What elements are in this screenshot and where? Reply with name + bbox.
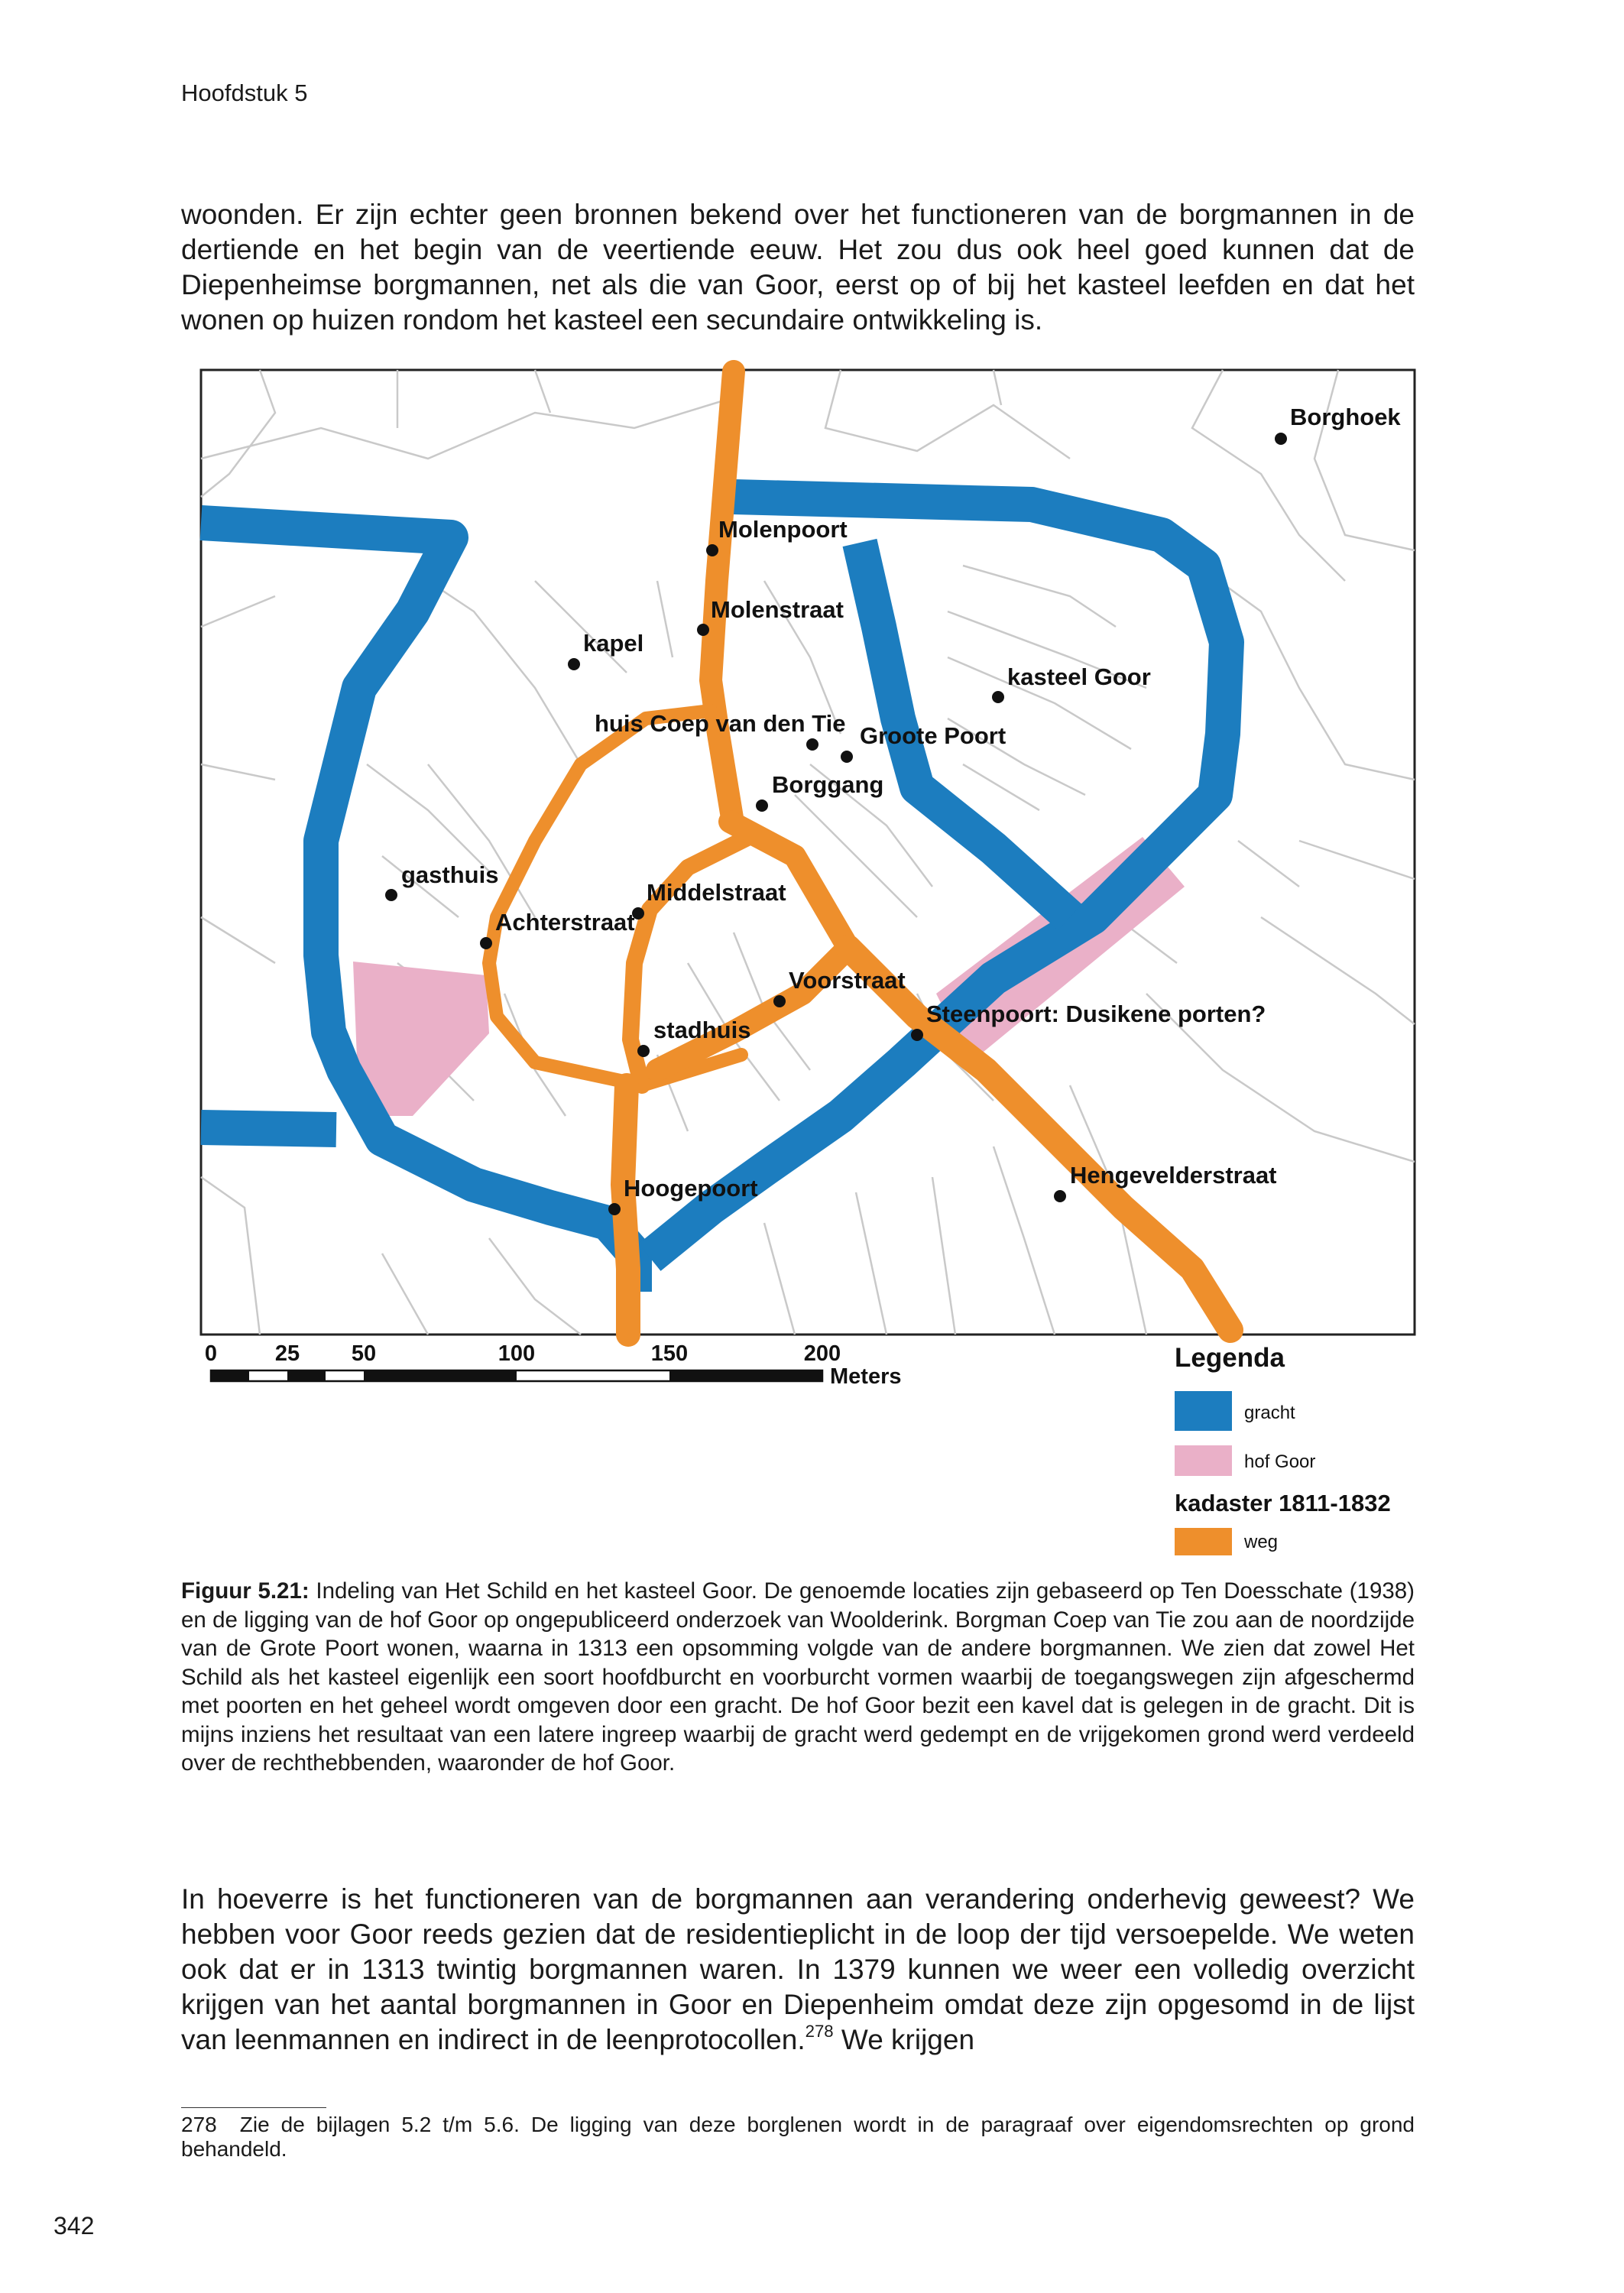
paragraph2-tail: We krijgen [833, 2024, 975, 2055]
legend-label-hof-goor: hof Goor [1244, 1451, 1316, 1472]
footnote [181, 2113, 1415, 2162]
scale-tick-0: 0 [204, 1341, 218, 1366]
scale-bar [205, 1341, 902, 1389]
marker-groote-poort [841, 751, 853, 763]
marker-molenstraat [697, 624, 709, 636]
label-hoogepoort: Hoogepoort [624, 1175, 758, 1202]
label-achterstraat: Achterstraat [495, 909, 635, 936]
label-hengevelderstraat: Hengevelderstraat [1070, 1162, 1277, 1189]
marker-huis-coep [806, 738, 818, 751]
label-kapel: kapel [583, 630, 644, 657]
running-header: Hoofdstuk 5 [181, 79, 308, 106]
legend-label-weg: weg [1244, 1532, 1279, 1552]
label-groote-poort: Groote Poort [860, 722, 1006, 749]
marker-kasteel-goor [992, 691, 1004, 703]
label-borggang: Borggang [772, 771, 884, 798]
marker-voorstraat [773, 995, 786, 1007]
label-middelstraat: Middelstraat [647, 879, 786, 906]
label-kasteel-goor: kasteel Goor [1007, 663, 1151, 690]
scale-tick-50: 50 [351, 1341, 377, 1366]
footnote-divider [181, 2107, 326, 2108]
footnote-number: 278 [181, 2113, 217, 2136]
marker-kapel [568, 658, 580, 670]
legend-swatch-gracht [1175, 1391, 1232, 1431]
label-steenpoort: Steenpoort: Dusikene porten? [926, 1001, 1266, 1027]
figure-label: Figuur 5.21: [181, 1578, 310, 1604]
paragraph2-text: In hoeverre is het functioneren van de borgmannen aan verandering onderhevig geweest? We hebben voor Goor reeds gezien dat de residentieplicht in de loop der tijd versoepelde. We weten ook dat er in 1313 twintig borgmannen waren. In 1379 kunnen we weer een volledig overzicht krijgen van het aantal borgmannen in Goor en Diepenheim omdat deze zijn opgesomd in de lijst van leenmannen en indirect in de leenprotocollen. [181, 1883, 1415, 2055]
body-paragraph-1: woonden. Er zijn echter geen bronnen bekend over het functioneren van de borgmannen in de dertiende en het begin van de veertiende eeuw. Het zou dus ook heel goed kunnen dat de Diepenheimse borgmannen, net als die van Goor, eerst op of bij het kasteel leefden en dat het wonen op huizen rondom het kasteel een secundaire ontwikkeling is. [181, 199, 1415, 336]
map-legend [1175, 1343, 1391, 1555]
marker-achterstraat [480, 937, 492, 949]
scale-unit: Meters [830, 1364, 902, 1389]
label-gasthuis: gasthuis [401, 861, 499, 888]
scale-tick-100: 100 [498, 1341, 536, 1366]
legend-label-gracht: gracht [1244, 1403, 1295, 1423]
footnote-reference[interactable]: 278 [805, 2022, 834, 2042]
scale-tick-150: 150 [650, 1341, 689, 1366]
legend-title: Legenda [1175, 1343, 1285, 1373]
label-stadhuis: stadhuis [653, 1017, 751, 1043]
label-huis-coep: huis Coep van den Tie [595, 710, 846, 737]
label-molenstraat: Molenstraat [711, 596, 844, 623]
body-paragraph-2 [181, 1882, 1415, 2058]
road-south [623, 1085, 628, 1335]
footnote-text: Zie de bijlagen 5.2 t/m 5.6. De ligging van deze borglenen wordt in de paragraaf over eigendomsrechten op grond behandeld. [181, 2113, 1415, 2161]
label-molenpoort: Molenpoort [718, 516, 848, 543]
legend-swatch-hof-goor [1175, 1445, 1232, 1476]
page-number: 342 [53, 2212, 95, 2239]
marker-molenpoort [706, 544, 718, 556]
marker-hengevelderstraat [1054, 1190, 1066, 1202]
label-voorstraat: Voorstraat [789, 967, 906, 994]
marker-stadhuis [637, 1045, 650, 1057]
legend-swatch-weg [1175, 1528, 1232, 1555]
marker-borghoek [1275, 433, 1287, 445]
marker-hoogepoort [608, 1203, 621, 1215]
marker-steenpoort [911, 1029, 923, 1041]
marker-gasthuis [385, 889, 397, 901]
scale-tick-25: 25 [274, 1341, 300, 1366]
scale-tick-200: 200 [803, 1341, 841, 1366]
legend-kadaster: kadaster 1811-1832 [1175, 1490, 1391, 1516]
marker-borggang [756, 799, 768, 812]
label-borghoek: Borghoek [1290, 404, 1401, 430]
caption-text: Indeling van Het Schild en het kasteel Goor. De genoemde locaties zijn gebaseerd op Ten Doesschate (1938) en de ligging van de hof Goor op ongepubliceerd onderzoek van Woolderink. Borgman Coep van Tie zou aan de noordzijde van de Grote Poort wonen, waarna in 1313 een opsomming volgde van de andere borgmannen. We zien dat zowel Het Schild als het kasteel eigenlijk een soort hoofdburcht en voorburcht vormen waarbij de toegangswegen zijn afgeschermd met poorten en het geheel wordt omgeven door een gracht. De hof Goor bezit een kavel dat is gelegen in de gracht. Dit is mijns inziens het resultaat van een latere ingreep waarbij de gracht werd gedempt en de vrijgekomen grond werd verdeeld over de rechthebbenden, waaronder de hof Goor. [181, 1578, 1415, 1776]
figure-caption [181, 1577, 1415, 1778]
